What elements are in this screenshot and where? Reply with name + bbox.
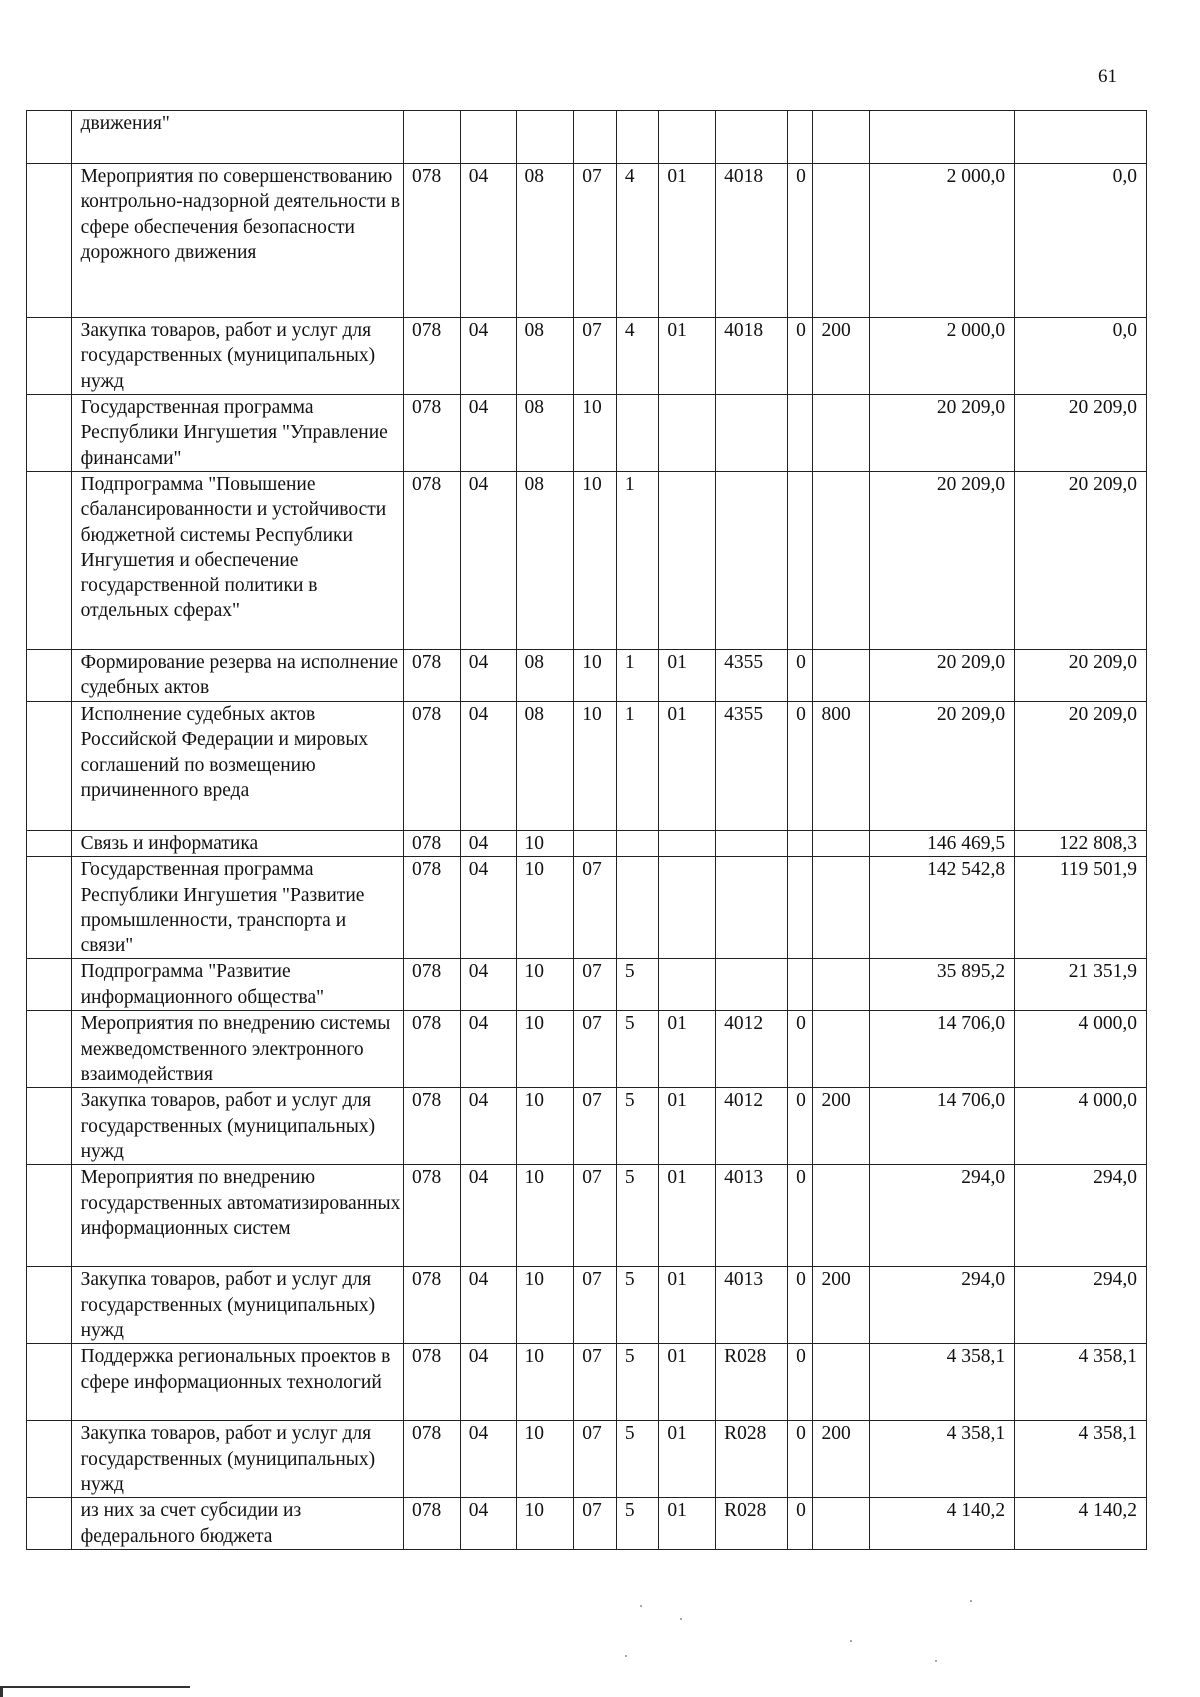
table-row — [27, 1344, 1147, 1421]
table-row — [27, 111, 1147, 164]
table-row — [27, 1165, 1147, 1267]
item-name-cell: Государственная программа Республики Ингушетия "Развитие промышленности, транспорта и связи" — [71, 857, 403, 959]
item-name-cell: Поддержка региональных проектов в сфере информационных технологий — [71, 1344, 403, 1421]
table-row — [27, 831, 1147, 857]
section-code-cell: 04 — [460, 959, 516, 1011]
amount-second-cell: 4 000,0 — [1015, 1088, 1147, 1165]
row-number-cell — [27, 1088, 72, 1165]
extra-code-cell: 0 — [788, 650, 813, 702]
amount-first-cell: 20 209,0 — [870, 472, 1015, 650]
row-number-cell — [27, 472, 72, 650]
amount-first-cell: 146 469,5 — [870, 831, 1015, 857]
section-code-cell: 04 — [460, 1267, 516, 1344]
expense-type-cell: 200 — [813, 1267, 870, 1344]
amount-first-cell: 142 542,8 — [870, 857, 1015, 959]
item-name-cell: Государственная программа Республики Ингушетия "Управление финансами" — [71, 395, 403, 472]
scan-speck — [625, 1655, 627, 1657]
subprogram-code-cell: 5 — [616, 1344, 659, 1421]
subprogram-code-cell: 5 — [616, 1498, 659, 1550]
ministry-code-cell: 078 — [404, 650, 461, 702]
amount-second-cell: 294,0 — [1015, 1267, 1147, 1344]
extra-code-cell: 0 — [788, 702, 813, 831]
table-row — [27, 164, 1147, 318]
row-number-cell — [27, 111, 72, 164]
ministry-code-cell: 078 — [404, 831, 461, 857]
amount-first-cell — [870, 111, 1015, 164]
expense-type-cell — [813, 650, 870, 702]
program-code-cell: 10 — [574, 472, 617, 650]
amount-first-cell: 14 706,0 — [870, 1011, 1015, 1088]
subsection-code-cell: 08 — [516, 472, 574, 650]
direction-code-cell — [716, 472, 788, 650]
extra-code-cell: 0 — [788, 1344, 813, 1421]
row-number-cell — [27, 318, 72, 395]
amount-second-cell: 20 209,0 — [1015, 395, 1147, 472]
ministry-code-cell: 078 — [404, 318, 461, 395]
direction-code-cell: 4012 — [716, 1011, 788, 1088]
table-row — [27, 702, 1147, 831]
extra-code-cell: 0 — [788, 1011, 813, 1088]
row-number-cell — [27, 1344, 72, 1421]
program-code-cell: 07 — [574, 1088, 617, 1165]
event-code-cell — [659, 959, 716, 1011]
amount-first-cell: 2 000,0 — [870, 318, 1015, 395]
subprogram-code-cell — [616, 831, 659, 857]
expense-type-cell — [813, 959, 870, 1011]
direction-code-cell: R028 — [716, 1498, 788, 1550]
program-code-cell: 07 — [574, 1498, 617, 1550]
ministry-code-cell: 078 — [404, 857, 461, 959]
subprogram-code-cell: 4 — [616, 164, 659, 318]
extra-code-cell: 0 — [788, 1165, 813, 1267]
amount-second-cell — [1015, 111, 1147, 164]
program-code-cell — [574, 111, 617, 164]
event-code-cell: 01 — [659, 1165, 716, 1267]
row-number-cell — [27, 164, 72, 318]
item-name-cell: Мероприятия по совершенствованию контрольно-надзорной деятельности в сфере обеспечения безопасности дорожного движения — [71, 164, 403, 318]
subsection-code-cell: 10 — [516, 1498, 574, 1550]
amount-second-cell: 4 000,0 — [1015, 1011, 1147, 1088]
extra-code-cell: 0 — [788, 318, 813, 395]
row-number-cell — [27, 702, 72, 831]
extra-code-cell: 0 — [788, 1421, 813, 1498]
scan-speck — [935, 1660, 937, 1662]
section-code-cell: 04 — [460, 857, 516, 959]
expense-type-cell: 800 — [813, 702, 870, 831]
amount-first-cell: 20 209,0 — [870, 650, 1015, 702]
item-name-cell: Закупка товаров, работ и услуг для государственных (муниципальных) нужд — [71, 1088, 403, 1165]
subprogram-code-cell: 1 — [616, 650, 659, 702]
ministry-code-cell: 078 — [404, 1344, 461, 1421]
row-number-cell — [27, 1267, 72, 1344]
section-code-cell: 04 — [460, 1165, 516, 1267]
scan-speck — [680, 1618, 682, 1620]
subsection-code-cell: 08 — [516, 164, 574, 318]
program-code-cell — [574, 831, 617, 857]
expense-type-cell — [813, 164, 870, 318]
table-row — [27, 857, 1147, 959]
subsection-code-cell: 10 — [516, 1165, 574, 1267]
table-row — [27, 1088, 1147, 1165]
item-name-cell: Формирование резерва на исполнение судебных актов — [71, 650, 403, 702]
amount-second-cell: 122 808,3 — [1015, 831, 1147, 857]
subprogram-code-cell: 5 — [616, 1011, 659, 1088]
ministry-code-cell: 078 — [404, 959, 461, 1011]
direction-code-cell: 4013 — [716, 1267, 788, 1344]
expense-type-cell — [813, 1011, 870, 1088]
subprogram-code-cell — [616, 857, 659, 959]
item-name-cell: Закупка товаров, работ и услуг для государственных (муниципальных) нужд — [71, 1267, 403, 1344]
budget-table-body — [27, 111, 1147, 1550]
amount-second-cell: 21 351,9 — [1015, 959, 1147, 1011]
section-code-cell: 04 — [460, 395, 516, 472]
section-code-cell: 04 — [460, 650, 516, 702]
direction-code-cell: 4018 — [716, 318, 788, 395]
amount-second-cell: 0,0 — [1015, 318, 1147, 395]
subsection-code-cell: 08 — [516, 650, 574, 702]
event-code-cell — [659, 111, 716, 164]
program-code-cell: 10 — [574, 395, 617, 472]
event-code-cell: 01 — [659, 1421, 716, 1498]
direction-code-cell — [716, 395, 788, 472]
extra-code-cell — [788, 472, 813, 650]
event-code-cell: 01 — [659, 1011, 716, 1088]
extra-code-cell — [788, 395, 813, 472]
extra-code-cell: 0 — [788, 1267, 813, 1344]
subsection-code-cell: 10 — [516, 1421, 574, 1498]
item-name-cell: Подпрограмма "Повышение сбалансированности и устойчивости бюджетной системы Республики Ингушетия и обеспечение государственной политики в отдельных сферах" — [71, 472, 403, 650]
amount-second-cell: 294,0 — [1015, 1165, 1147, 1267]
amount-second-cell: 20 209,0 — [1015, 472, 1147, 650]
program-code-cell: 10 — [574, 650, 617, 702]
extra-code-cell — [788, 831, 813, 857]
ministry-code-cell: 078 — [404, 1421, 461, 1498]
ministry-code-cell: 078 — [404, 1165, 461, 1267]
page-number: 61 — [1098, 66, 1117, 87]
amount-first-cell: 4 358,1 — [870, 1421, 1015, 1498]
event-code-cell: 01 — [659, 318, 716, 395]
amount-first-cell: 4 358,1 — [870, 1344, 1015, 1421]
event-code-cell: 01 — [659, 1344, 716, 1421]
subprogram-code-cell: 5 — [616, 1421, 659, 1498]
row-number-cell — [27, 857, 72, 959]
amount-second-cell: 20 209,0 — [1015, 650, 1147, 702]
row-number-cell — [27, 831, 72, 857]
subsection-code-cell — [516, 111, 574, 164]
event-code-cell: 01 — [659, 702, 716, 831]
ministry-code-cell — [404, 111, 461, 164]
direction-code-cell: R028 — [716, 1421, 788, 1498]
event-code-cell — [659, 395, 716, 472]
subsection-code-cell: 08 — [516, 318, 574, 395]
section-code-cell — [460, 111, 516, 164]
row-number-cell — [27, 1165, 72, 1267]
item-name-cell: Связь и информатика — [71, 831, 403, 857]
amount-second-cell: 4 140,2 — [1015, 1498, 1147, 1550]
footer-rule — [0, 1686, 190, 1688]
table-row — [27, 318, 1147, 395]
extra-code-cell — [788, 857, 813, 959]
subsection-code-cell: 10 — [516, 959, 574, 1011]
expense-type-cell — [813, 472, 870, 650]
amount-second-cell: 4 358,1 — [1015, 1344, 1147, 1421]
ministry-code-cell: 078 — [404, 1088, 461, 1165]
amount-first-cell: 2 000,0 — [870, 164, 1015, 318]
program-code-cell: 07 — [574, 318, 617, 395]
row-number-cell — [27, 959, 72, 1011]
amount-first-cell: 294,0 — [870, 1165, 1015, 1267]
expense-type-cell: 200 — [813, 318, 870, 395]
program-code-cell: 10 — [574, 702, 617, 831]
extra-code-cell: 0 — [788, 1498, 813, 1550]
subsection-code-cell: 10 — [516, 1267, 574, 1344]
section-code-cell: 04 — [460, 472, 516, 650]
row-number-cell — [27, 1498, 72, 1550]
amount-second-cell: 20 209,0 — [1015, 702, 1147, 831]
row-number-cell — [27, 650, 72, 702]
expense-type-cell: 200 — [813, 1421, 870, 1498]
item-name-cell: движения" — [71, 111, 403, 164]
expense-type-cell — [813, 857, 870, 959]
ministry-code-cell: 078 — [404, 1267, 461, 1344]
program-code-cell: 07 — [574, 857, 617, 959]
expense-type-cell — [813, 1344, 870, 1421]
event-code-cell: 01 — [659, 1267, 716, 1344]
subprogram-code-cell — [616, 395, 659, 472]
subsection-code-cell: 08 — [516, 702, 574, 831]
amount-first-cell: 294,0 — [870, 1267, 1015, 1344]
amount-first-cell: 35 895,2 — [870, 959, 1015, 1011]
item-name-cell: Исполнение судебных актов Российской Федерации и мировых соглашений по возмещению причиненного вреда — [71, 702, 403, 831]
extra-code-cell: 0 — [788, 164, 813, 318]
scan-speck — [640, 1605, 642, 1607]
program-code-cell: 07 — [574, 1344, 617, 1421]
expense-type-cell — [813, 111, 870, 164]
table-row — [27, 1421, 1147, 1498]
expense-type-cell — [813, 395, 870, 472]
program-code-cell: 07 — [574, 1421, 617, 1498]
budget-table — [26, 110, 1147, 1550]
program-code-cell: 07 — [574, 1267, 617, 1344]
section-code-cell: 04 — [460, 831, 516, 857]
direction-code-cell — [716, 959, 788, 1011]
section-code-cell: 04 — [460, 1421, 516, 1498]
footer-tick — [0, 1686, 3, 1697]
table-row — [27, 1498, 1147, 1550]
program-code-cell: 07 — [574, 164, 617, 318]
section-code-cell: 04 — [460, 702, 516, 831]
section-code-cell: 04 — [460, 1498, 516, 1550]
expense-type-cell — [813, 1165, 870, 1267]
row-number-cell — [27, 1421, 72, 1498]
table-row — [27, 395, 1147, 472]
event-code-cell — [659, 857, 716, 959]
program-code-cell: 07 — [574, 1011, 617, 1088]
subsection-code-cell: 10 — [516, 1011, 574, 1088]
ministry-code-cell: 078 — [404, 1498, 461, 1550]
subsection-code-cell: 08 — [516, 395, 574, 472]
subprogram-code-cell: 5 — [616, 1088, 659, 1165]
scan-speck — [970, 1600, 972, 1602]
item-name-cell: Закупка товаров, работ и услуг для государственных (муниципальных) нужд — [71, 318, 403, 395]
amount-first-cell: 20 209,0 — [870, 395, 1015, 472]
expense-type-cell — [813, 831, 870, 857]
table-row — [27, 1267, 1147, 1344]
extra-code-cell — [788, 959, 813, 1011]
direction-code-cell: 4013 — [716, 1165, 788, 1267]
item-name-cell: Подпрограмма "Развитие информационного общества" — [71, 959, 403, 1011]
event-code-cell: 01 — [659, 650, 716, 702]
ministry-code-cell: 078 — [404, 1011, 461, 1088]
subprogram-code-cell: 4 — [616, 318, 659, 395]
subsection-code-cell: 10 — [516, 857, 574, 959]
direction-code-cell: 4018 — [716, 164, 788, 318]
ministry-code-cell: 078 — [404, 395, 461, 472]
subprogram-code-cell: 5 — [616, 1267, 659, 1344]
program-code-cell: 07 — [574, 959, 617, 1011]
item-name-cell: Мероприятия по внедрению системы межведомственного электронного взаимодействия — [71, 1011, 403, 1088]
event-code-cell: 01 — [659, 1088, 716, 1165]
table-row — [27, 959, 1147, 1011]
extra-code-cell — [788, 111, 813, 164]
ministry-code-cell: 078 — [404, 702, 461, 831]
event-code-cell: 01 — [659, 1498, 716, 1550]
direction-code-cell: R028 — [716, 1344, 788, 1421]
scan-speck — [850, 1640, 852, 1642]
ministry-code-cell: 078 — [404, 472, 461, 650]
amount-first-cell: 20 209,0 — [870, 702, 1015, 831]
subprogram-code-cell: 1 — [616, 472, 659, 650]
event-code-cell — [659, 831, 716, 857]
section-code-cell: 04 — [460, 1011, 516, 1088]
direction-code-cell: 4355 — [716, 650, 788, 702]
table-row — [27, 472, 1147, 650]
expense-type-cell: 200 — [813, 1088, 870, 1165]
event-code-cell — [659, 472, 716, 650]
item-name-cell: Закупка товаров, работ и услуг для государственных (муниципальных) нужд — [71, 1421, 403, 1498]
item-name-cell: Мероприятия по внедрению государственных автоматизированных информационных систем — [71, 1165, 403, 1267]
section-code-cell: 04 — [460, 1088, 516, 1165]
expense-type-cell — [813, 1498, 870, 1550]
amount-second-cell: 119 501,9 — [1015, 857, 1147, 959]
direction-code-cell — [716, 831, 788, 857]
event-code-cell: 01 — [659, 164, 716, 318]
amount-first-cell: 4 140,2 — [870, 1498, 1015, 1550]
row-number-cell — [27, 1011, 72, 1088]
direction-code-cell: 4355 — [716, 702, 788, 831]
subsection-code-cell: 10 — [516, 831, 574, 857]
item-name-cell: из них за счет субсидии из федерального бюджета — [71, 1498, 403, 1550]
subsection-code-cell: 10 — [516, 1344, 574, 1421]
row-number-cell — [27, 395, 72, 472]
subprogram-code-cell: 5 — [616, 959, 659, 1011]
program-code-cell: 07 — [574, 1165, 617, 1267]
amount-first-cell: 14 706,0 — [870, 1088, 1015, 1165]
extra-code-cell: 0 — [788, 1088, 813, 1165]
table-row — [27, 650, 1147, 702]
amount-second-cell: 4 358,1 — [1015, 1421, 1147, 1498]
section-code-cell: 04 — [460, 164, 516, 318]
direction-code-cell — [716, 857, 788, 959]
ministry-code-cell: 078 — [404, 164, 461, 318]
section-code-cell: 04 — [460, 318, 516, 395]
amount-second-cell: 0,0 — [1015, 164, 1147, 318]
subprogram-code-cell: 1 — [616, 702, 659, 831]
subprogram-code-cell: 5 — [616, 1165, 659, 1267]
subsection-code-cell: 10 — [516, 1088, 574, 1165]
section-code-cell: 04 — [460, 1344, 516, 1421]
table-row — [27, 1011, 1147, 1088]
subprogram-code-cell — [616, 111, 659, 164]
direction-code-cell — [716, 111, 788, 164]
direction-code-cell: 4012 — [716, 1088, 788, 1165]
